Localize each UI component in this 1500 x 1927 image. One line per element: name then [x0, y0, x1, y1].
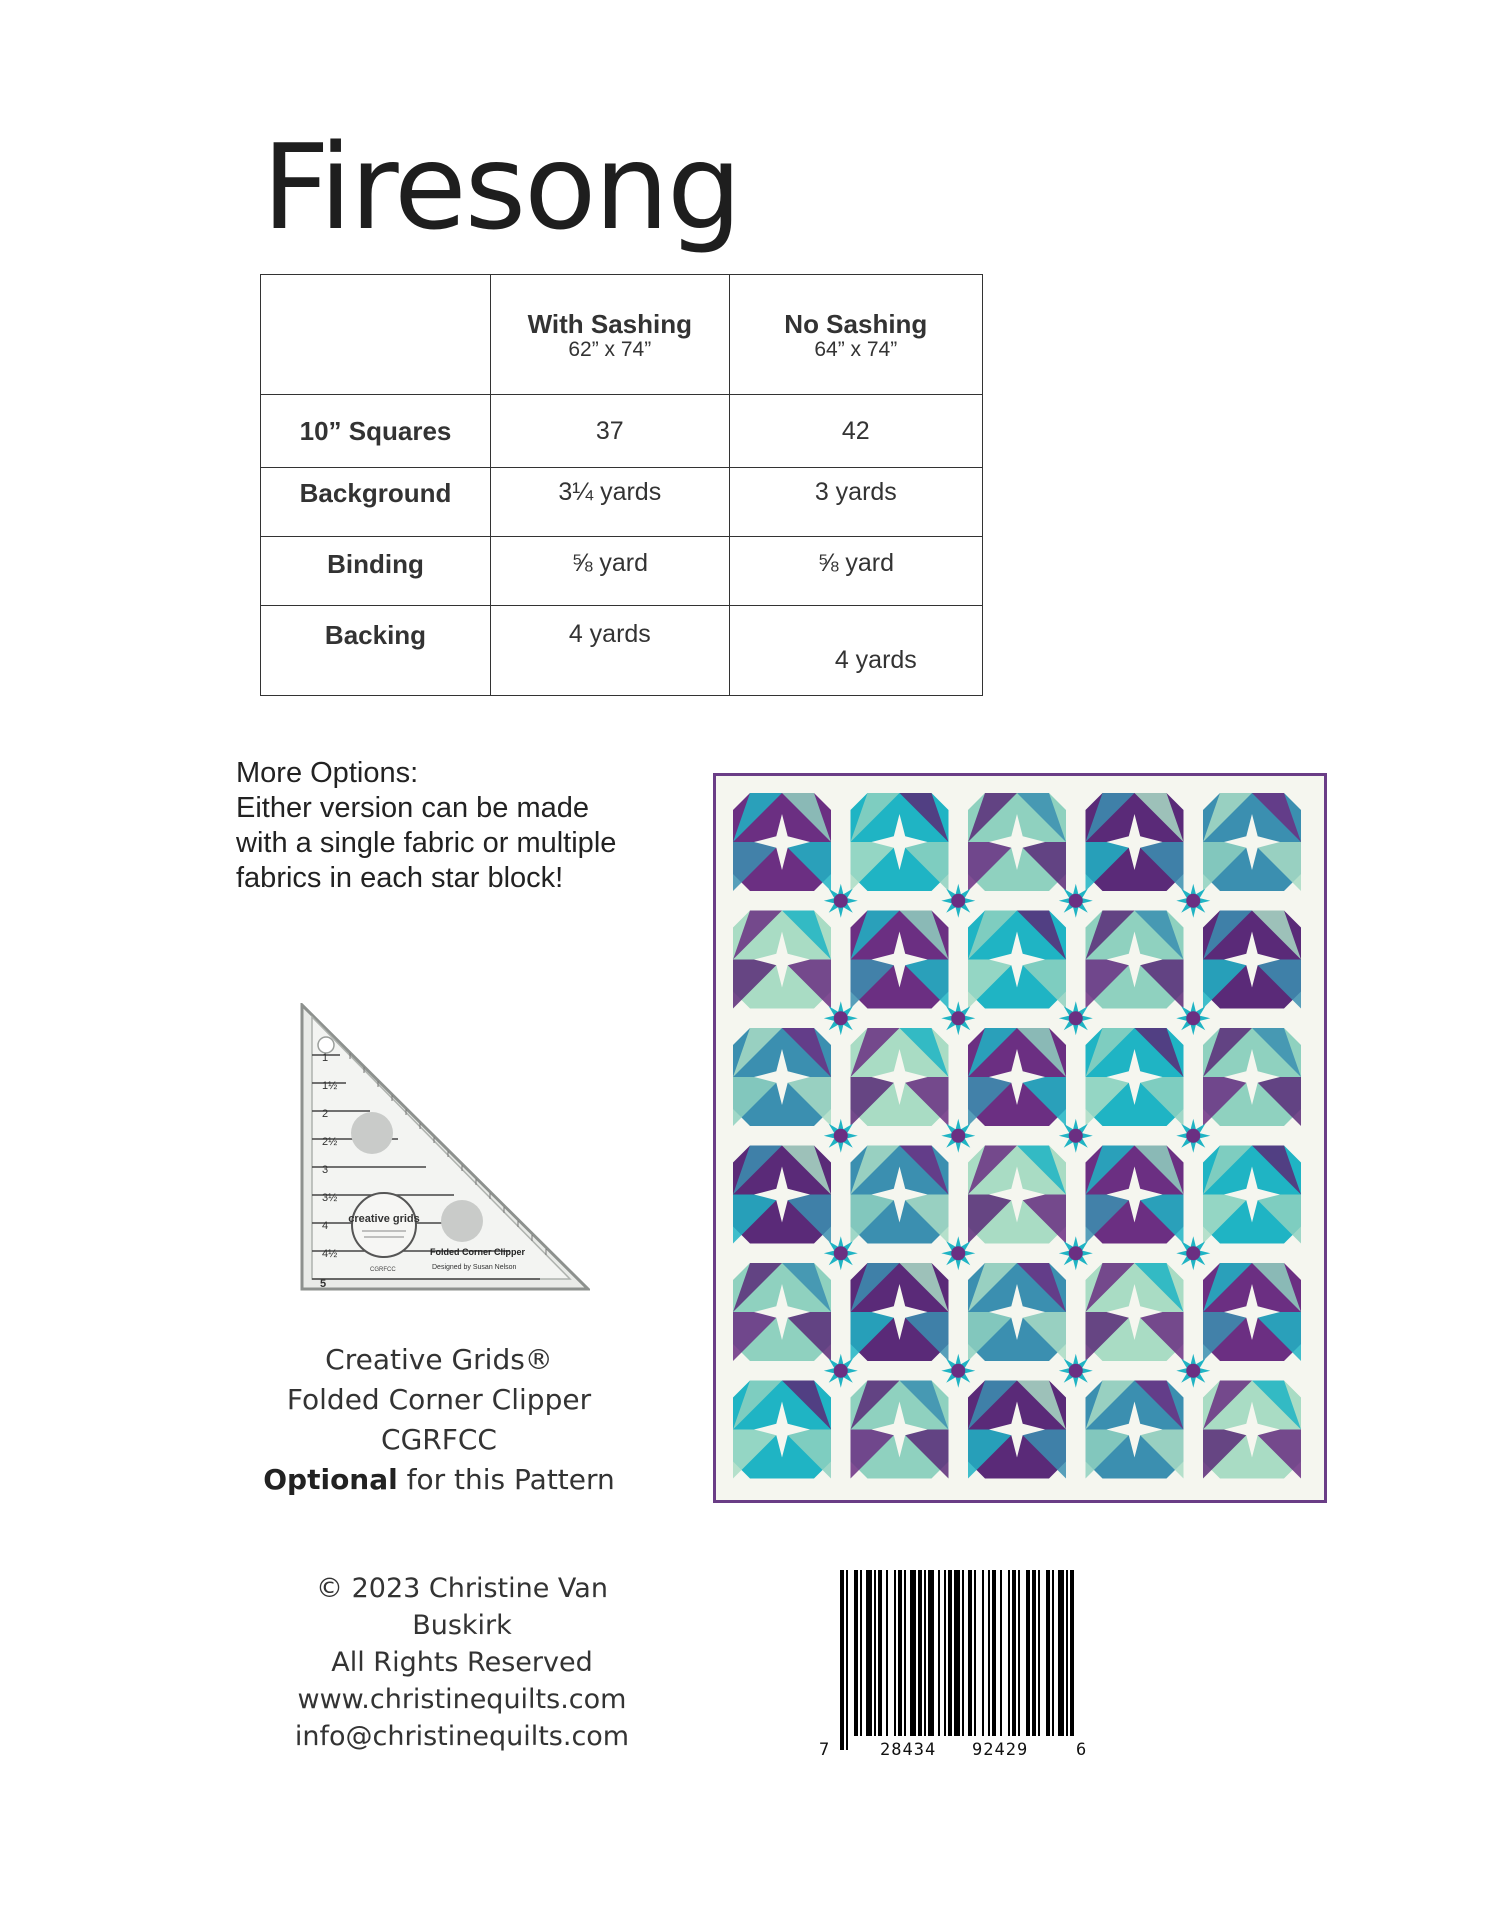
quilt-block	[968, 1381, 1066, 1479]
quilt-block	[733, 1028, 831, 1126]
barcode-bar	[992, 1570, 996, 1736]
barcode-bar	[1026, 1570, 1030, 1736]
quilt-block	[968, 1028, 1066, 1126]
barcode	[820, 1570, 1100, 1770]
barcode-bar	[854, 1570, 858, 1736]
quilt-small-star-center	[1186, 1246, 1200, 1260]
cell-with-sashing: 37	[491, 394, 730, 468]
barcode-right-group: 92429	[972, 1740, 1029, 1760]
barcode-bar	[860, 1570, 862, 1736]
barcode-bar	[924, 1570, 926, 1736]
ruler-mark: 2	[322, 1108, 329, 1120]
ruler-mark: 4½	[322, 1248, 338, 1260]
barcode-bar	[840, 1570, 844, 1750]
options-line: fabrics in each star block!	[236, 862, 564, 894]
product-caption	[236, 1340, 642, 1500]
pattern-title: Firesong	[262, 118, 740, 256]
product-note-bold: Optional	[263, 1463, 398, 1496]
ruler-designer: Designed by Susan Nelson	[432, 1264, 517, 1271]
cell-no-sashing: 3 yards	[729, 468, 982, 537]
quilt-image	[713, 773, 1327, 1503]
barcode-bar	[982, 1570, 984, 1736]
barcode-bar	[910, 1570, 916, 1736]
product-name: Folded Corner Clipper	[286, 1383, 592, 1416]
product-code: CGRFCC	[381, 1423, 497, 1456]
barcode-bar	[1066, 1570, 1068, 1736]
quilt-block	[968, 1146, 1066, 1244]
barcode-first-digit: 7	[819, 1740, 830, 1760]
barcode-bar	[944, 1570, 946, 1736]
quilt-small-star-center	[834, 894, 848, 908]
ruler-mark: 5	[320, 1278, 327, 1290]
quilt-block	[1203, 1263, 1301, 1361]
quilt-small-star-center	[951, 1246, 965, 1260]
barcode-bar	[1046, 1570, 1050, 1736]
table-row	[261, 537, 983, 606]
row-label: 10” Squares	[261, 394, 491, 468]
barcode-bar	[974, 1570, 976, 1736]
ruler-code: CGRFCC	[370, 1267, 396, 1273]
column-name: With Sashing	[527, 309, 693, 339]
quilt-small-star-center	[1069, 1129, 1083, 1143]
quilt-small-star-center	[951, 1129, 965, 1143]
quilt-block	[1086, 793, 1184, 891]
quilt-small-star-center	[1186, 894, 1200, 908]
barcode-bar	[1052, 1570, 1054, 1736]
barcode-bar	[948, 1570, 952, 1736]
quilt-small-star-center	[834, 1364, 848, 1378]
product-brand: Creative Grids®	[325, 1343, 553, 1376]
quilt-small-star-center	[1069, 1246, 1083, 1260]
quilt-block	[968, 911, 1066, 1009]
barcode-bar	[1008, 1570, 1010, 1736]
barcode-bar	[1012, 1570, 1016, 1736]
barcode-bar	[954, 1570, 960, 1736]
quilt-block	[733, 1381, 831, 1479]
barcode-bar	[874, 1570, 876, 1736]
quilt-block	[851, 793, 949, 891]
column-size: 62” x 74”	[568, 338, 652, 361]
column-size: 64” x 74”	[814, 338, 898, 361]
quilt-block	[851, 1381, 949, 1479]
quilt-block	[851, 1146, 949, 1244]
website-link: www.christinequilts.com	[297, 1684, 627, 1715]
copyright-block	[272, 1570, 652, 1755]
quilt-small-star-center	[951, 894, 965, 908]
cell-no-sashing: 4 yards	[729, 605, 982, 695]
barcode-bar	[878, 1570, 882, 1736]
ruler-illustration	[300, 1003, 590, 1295]
ruler-product-name: Folded Corner Clipper	[430, 1247, 526, 1257]
barcode-bar	[1032, 1570, 1036, 1736]
table-row	[261, 394, 983, 468]
quilt-small-star-center	[951, 1011, 965, 1025]
ruler-logo-badge	[352, 1193, 416, 1257]
table-row	[261, 468, 983, 537]
quilt-block	[733, 911, 831, 1009]
column-header-with-sashing	[491, 275, 730, 395]
quilt-block	[1086, 1381, 1184, 1479]
ruler-mark: 1½	[322, 1080, 338, 1092]
barcode-bar	[918, 1570, 922, 1736]
row-label: Backing	[261, 605, 491, 695]
quilt-block	[1086, 911, 1184, 1009]
quilt-block	[1203, 1381, 1301, 1479]
column-header-no-sashing	[729, 275, 982, 395]
barcode-bar	[1058, 1570, 1064, 1736]
ruler-grip-dot	[351, 1112, 393, 1154]
quilt-block	[733, 793, 831, 891]
quilt-block	[733, 1263, 831, 1361]
table-row	[261, 605, 983, 695]
barcode-bar	[866, 1570, 872, 1736]
barcode-bar	[928, 1570, 934, 1736]
barcode-bar	[938, 1570, 940, 1736]
quilt-small-star-center	[1069, 1011, 1083, 1025]
copyright-line: © 2023 Christine Van Buskirk	[316, 1573, 608, 1641]
barcode-bar	[1018, 1570, 1020, 1736]
quilt-block	[1086, 1146, 1184, 1244]
quilt-small-star-center	[951, 1364, 965, 1378]
barcode-bar	[886, 1570, 888, 1736]
barcode-bars	[820, 1570, 1100, 1750]
options-line: with a single fabric or multiple	[236, 827, 617, 859]
barcode-check-digit: 6	[1076, 1740, 1087, 1760]
barcode-bar	[894, 1570, 896, 1736]
product-note	[236, 1460, 642, 1500]
cell-no-sashing: ⅝ yard	[729, 537, 982, 606]
quilt-block	[1086, 1028, 1184, 1126]
ruler-hole	[318, 1037, 334, 1053]
barcode-bar	[1070, 1570, 1074, 1736]
cell-no-sashing: 42	[729, 394, 982, 468]
quilt-block	[733, 1146, 831, 1244]
row-label: Background	[261, 468, 491, 537]
quilt-small-star-center	[1186, 1129, 1200, 1143]
barcode-bar	[898, 1570, 902, 1736]
barcode-bar	[846, 1570, 848, 1750]
quilt-block	[851, 911, 949, 1009]
barcode-bar	[1000, 1570, 1002, 1736]
email-link: info@christinequilts.com	[294, 1721, 630, 1752]
barcode-left-group: 28434	[880, 1740, 937, 1760]
options-line: Either version can be made	[236, 792, 590, 824]
quilt-block	[1203, 793, 1301, 891]
ruler-mark: 1	[322, 1052, 329, 1064]
quilt-small-star-center	[1186, 1364, 1200, 1378]
quilt-block	[851, 1028, 949, 1126]
barcode-bar	[962, 1570, 964, 1736]
quilt-block	[968, 1263, 1066, 1361]
options-heading: More Options:	[236, 757, 419, 789]
more-options-text	[236, 756, 616, 896]
quilt-block	[851, 1263, 949, 1361]
quilt-block	[968, 793, 1066, 891]
table-corner-cell	[261, 275, 491, 395]
quilt-block	[1086, 1263, 1184, 1361]
barcode-bar	[968, 1570, 972, 1736]
column-name: No Sashing	[784, 309, 928, 339]
quilt-small-star-center	[834, 1129, 848, 1143]
ruler-mark: 3½	[322, 1192, 338, 1204]
barcode-bar	[1038, 1570, 1040, 1736]
quilt-block	[1203, 1028, 1301, 1126]
quilt-small-star-center	[834, 1246, 848, 1260]
cell-with-sashing: 3¼ yards	[491, 468, 730, 537]
quilt-block	[1203, 911, 1301, 1009]
barcode-bar	[904, 1570, 906, 1736]
ruler-mark: 2½	[322, 1136, 338, 1148]
barcode-bar	[988, 1570, 990, 1736]
ruler-logo-text: creative grids	[348, 1213, 420, 1225]
ruler-grip-dot	[441, 1200, 483, 1242]
cell-with-sashing: ⅝ yard	[491, 537, 730, 606]
quilt-small-star-center	[1186, 1011, 1200, 1025]
ruler-mark: 4	[322, 1220, 329, 1232]
quilt-block	[1203, 1146, 1301, 1244]
quilt-small-star-center	[1069, 894, 1083, 908]
row-label: Binding	[261, 537, 491, 606]
fabric-requirements-table	[260, 274, 983, 696]
rights-line: All Rights Reserved	[331, 1647, 593, 1678]
quilt-small-star-center	[834, 1011, 848, 1025]
quilt-drawing	[716, 776, 1324, 1500]
product-note-rest: for this Pattern	[397, 1463, 615, 1496]
ruler-mark: 3	[322, 1164, 329, 1176]
quilt-small-star-center	[1069, 1364, 1083, 1378]
cell-with-sashing: 4 yards	[491, 605, 730, 695]
